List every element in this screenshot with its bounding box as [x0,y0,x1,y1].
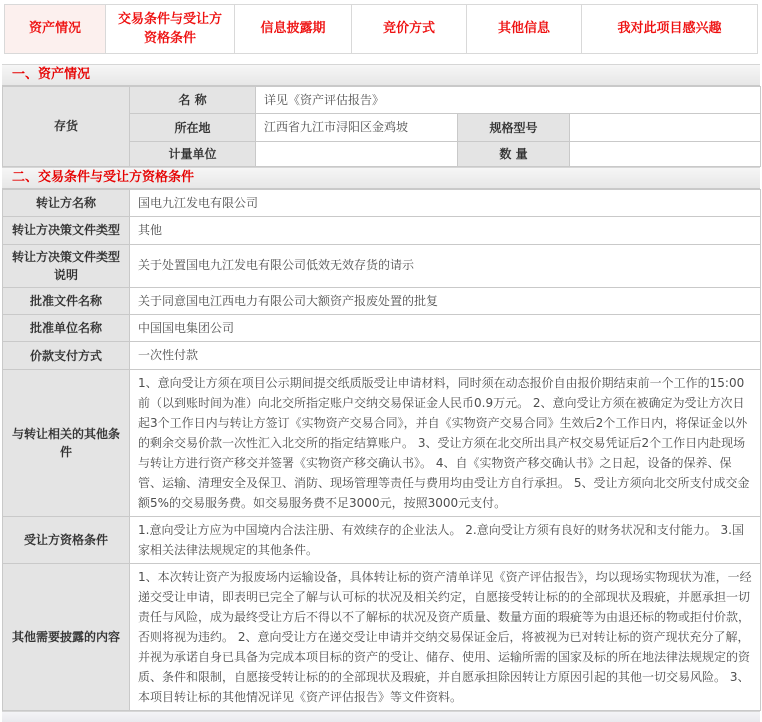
transferee-qualifications-label: 受让方资格条件 [3,516,130,563]
asset-unit-label: 计量单位 [130,141,256,166]
other-disclosure-value: 1、本次转让资产为报废场内运输设备，具体转让标的资产清单详见《资产评估报告》，均以现场实物现状为准，一经递交受让申请，即表明已完全了解与认可标的状况及相关约定，自愿接受转让标的的全部现状及瑕疵，并愿承担一切责任与风险，成为最终受让方后不得以不了解标的状况及资产质量、数量方面的瑕疵等为由退还标的物或拒付价款，否则将视为违约。 2、意向受让方在递交受让申请并交纳交易保证金后，将被视为已对转让标的资产现状充分了解，并视为承诺自身已具备为完成本项目标的资产的受让、储存、使用、运输所需的国家及标的所在地法律法规规定的资质、条件和限制，自愿接受转让标的的全部现状及瑕疵，并自愿承担除因转让方原因引起的其他一切交易风险。 3、本项目转让标的其他情况详见《资产评估报告》等文件资料。 [130,563,761,710]
section-title-asset-info: 一、资产情况 [2,64,760,86]
transferor-name-value: 国电九江发电有限公司 [130,189,761,216]
asset-spec-value [570,114,761,141]
table-row [3,287,761,314]
asset-unit-value [256,141,458,166]
asset-name-value: 详见《资产评估报告》 [256,87,761,114]
other-transfer-conditions-value: 1、意向受让方须在项目公示期间提交纸质版受让申请材料，同时须在动态报价自由报价期结束前一个工作的15:00前（以到账时间为准）向北交所指定账户交纳交易保证金人民币0.9万元。 2、意向受让方须在被确定为受让方次日起3个工作日内与转让方签订《实物资产交易合同》，并自《实物资产交易合同》生效后2个工作日内，将保证金以外的剩余交易价款一次性汇入北交所的指定结算账户。 3、受让方须在北交所出具产权交易凭证后2个工作日内赴现场与转让方进行资产移交并签署《实物资产移交确认书》。 4、自《实物资产移交确认书》之日起，设备的保养、保管、运输、清理安全及保卫、消防、现场管理等责任与费用均由受让方自行承担。 5、受让方须向北交所支付成交金额5%的交易服务费。如交易服务费不足3000元，按照3000元支付。 [130,369,761,516]
next-section-header-cutoff [2,711,760,722]
approval-unit-name-value: 中国国电集团公司 [130,314,761,341]
other-transfer-conditions-label: 与转让相关的其他条件 [3,369,130,516]
transferee-qualifications-value: 1.意向受让方应为中国境内合法注册、有效续存的企业法人。 2.意向受让方须有良好的财务状况和支付能力。 3.国家相关法律法规规定的其他条件。 [130,516,761,563]
decision-doc-type-desc-label: 转让方决策文件类型说明 [3,244,130,287]
approval-unit-name-label: 批准单位名称 [3,314,130,341]
table-row [3,189,761,216]
section-title-trade-conditions: 二、交易条件与受让方资格条件 [2,167,760,189]
table-row [3,516,761,563]
asset-quantity-label: 数 量 [458,141,570,166]
decision-doc-type-label: 转让方决策文件类型 [3,217,130,244]
asset-name-label: 名 称 [130,87,256,114]
table-row [3,87,761,114]
trade-conditions-table [2,189,761,711]
payment-method-value: 一次性付款 [130,342,761,369]
asset-location-value: 江西省九江市浔阳区金鸡坡 [256,114,458,141]
tab-interested-button[interactable]: 我对此项目感兴趣 [581,5,757,53]
tab-other-info[interactable]: 其他信息 [466,5,581,53]
tab-disclosure-period[interactable]: 信息披露期 [234,5,351,53]
asset-category-cell: 存货 [3,87,130,167]
table-row [3,217,761,244]
tab-bidding-method[interactable]: 竞价方式 [351,5,466,53]
table-row [3,244,761,287]
approval-doc-name-value: 关于同意国电江西电力有限公司大额资产报废处置的批复 [130,287,761,314]
table-row [3,342,761,369]
other-disclosure-label: 其他需要披露的内容 [3,563,130,710]
asset-quantity-value [570,141,761,166]
project-detail-page [0,4,762,722]
asset-info-table [2,86,761,167]
tab-trade-conditions[interactable]: 交易条件与受让方资格条件 [105,5,234,53]
tab-asset-info[interactable]: 资产情况 [5,5,105,53]
table-row [3,563,761,710]
table-row [3,369,761,516]
tab-bar [4,4,758,54]
payment-method-label: 价款支付方式 [3,342,130,369]
decision-doc-type-value: 其他 [130,217,761,244]
table-row [3,314,761,341]
asset-spec-label: 规格型号 [458,114,570,141]
transferor-name-label: 转让方名称 [3,189,130,216]
decision-doc-type-desc-value: 关于处置国电九江发电有限公司低效无效存货的请示 [130,244,761,287]
approval-doc-name-label: 批准文件名称 [3,287,130,314]
asset-location-label: 所在地 [130,114,256,141]
